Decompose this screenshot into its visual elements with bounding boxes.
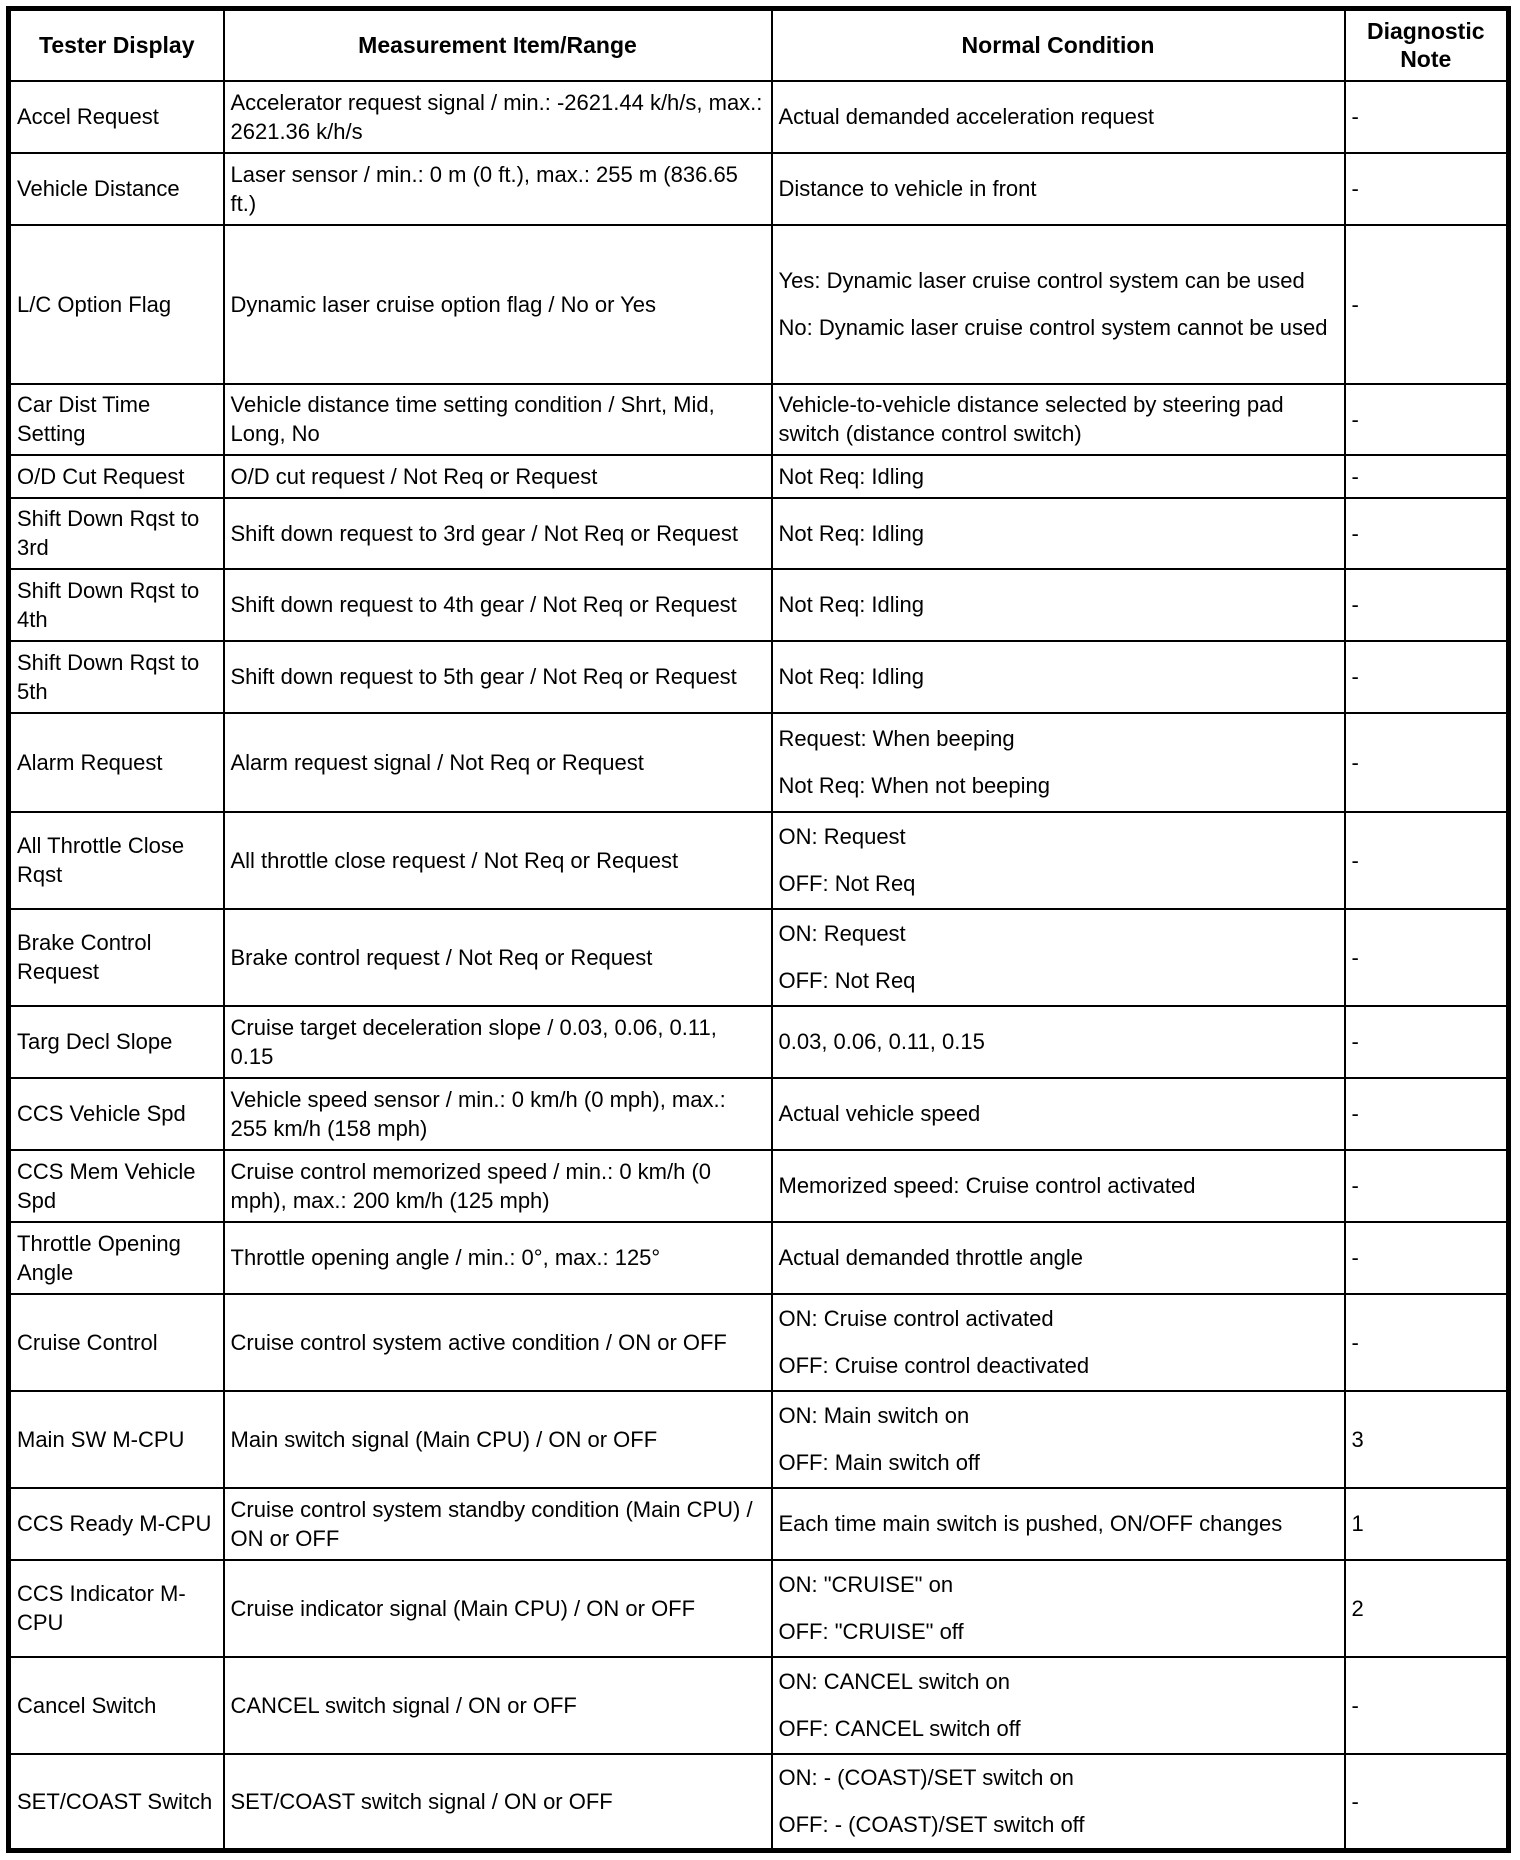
measurement-item-cell: Shift down request to 3rd gear / Not Req or Request	[224, 498, 772, 569]
normal-condition-cell	[772, 812, 1345, 909]
normal-condition-cell	[772, 1391, 1345, 1488]
normal-condition-text: OFF: Cruise control deactivated	[778, 1353, 1090, 1378]
measurement-item-cell: Cruise target deceleration slope / 0.03, 0.06, 0.11, 0.15	[224, 1006, 772, 1078]
normal-condition-text: OFF: Not Req	[778, 968, 916, 993]
normal-condition-cell	[772, 498, 1345, 569]
normal-condition-text: OFF: "CRUISE" off	[778, 1619, 964, 1644]
table-row	[9, 225, 1509, 384]
diagnostic-note-cell: -	[1345, 455, 1509, 498]
table-row	[9, 81, 1509, 153]
normal-condition-text: ON: Cruise control activated	[778, 1306, 1054, 1331]
normal-condition-cell	[772, 909, 1345, 1006]
normal-condition-cell	[772, 1488, 1345, 1560]
normal-condition-cell	[772, 641, 1345, 713]
measurement-item-cell: CANCEL switch signal / ON or OFF	[224, 1657, 772, 1754]
tester-display-cell: Alarm Request	[9, 713, 224, 812]
data-list-table	[6, 6, 1511, 1853]
table-row	[9, 1391, 1509, 1488]
normal-condition-cell	[772, 81, 1345, 153]
normal-condition-text: Not Req: Idling	[778, 463, 925, 489]
measurement-item-cell: SET/COAST switch signal / ON or OFF	[224, 1754, 772, 1851]
diagnostic-note-cell: 1	[1345, 1488, 1509, 1560]
diagnostic-note-cell: -	[1345, 641, 1509, 713]
normal-condition-text: OFF: - (COAST)/SET switch off	[778, 1812, 1085, 1838]
normal-condition-text: 0.03, 0.06, 0.11, 0.15	[778, 1029, 985, 1054]
tester-display-cell: Car Dist Time Setting	[9, 384, 224, 455]
table-body	[9, 81, 1509, 1851]
normal-condition-cell	[772, 1078, 1345, 1150]
measurement-item-cell: Vehicle speed sensor / min.: 0 km/h (0 mph), max.: 255 km/h (158 mph)	[224, 1078, 772, 1150]
normal-condition-text: Actual demanded throttle angle	[778, 1245, 1084, 1270]
table-row	[9, 812, 1509, 909]
tester-display-cell: Brake Control Request	[9, 909, 224, 1006]
tester-display-cell: Vehicle Distance	[9, 153, 224, 225]
measurement-item-cell: Laser sensor / min.: 0 m (0 ft.), max.: 255 m (836.65 ft.)	[224, 153, 772, 225]
tester-display-cell: CCS Indicator M-CPU	[9, 1560, 224, 1657]
tester-display-cell: SET/COAST Switch	[9, 1754, 224, 1851]
measurement-item-cell: All throttle close request / Not Req or Request	[224, 812, 772, 909]
normal-condition-text: ON: CANCEL switch on	[778, 1669, 1010, 1694]
normal-condition-text: Actual vehicle speed	[778, 1101, 981, 1126]
normal-condition-text: OFF: Main switch off	[778, 1450, 980, 1475]
header-diagnostic-note: Diagnostic Note	[1345, 9, 1509, 81]
normal-condition-cell	[772, 225, 1345, 384]
tester-display-cell: O/D Cut Request	[9, 455, 224, 498]
tester-display-cell: CCS Vehicle Spd	[9, 1078, 224, 1150]
normal-condition-text: OFF: Not Req	[778, 871, 916, 896]
normal-condition-text: Yes: Dynamic laser cruise control system can be used	[778, 268, 1305, 293]
measurement-item-cell: Main switch signal (Main CPU) / ON or OFF	[224, 1391, 772, 1488]
diagnostic-note-cell: -	[1345, 713, 1509, 812]
table-row	[9, 1657, 1509, 1754]
tester-display-cell: Cancel Switch	[9, 1657, 224, 1754]
table-row	[9, 569, 1509, 641]
tester-display-cell: Throttle Opening Angle	[9, 1222, 224, 1294]
measurement-item-cell: Brake control request / Not Req or Request	[224, 909, 772, 1006]
tester-display-cell: Cruise Control	[9, 1294, 224, 1391]
table-row	[9, 1294, 1509, 1391]
normal-condition-text: OFF: CANCEL switch off	[778, 1716, 1021, 1741]
diagnostic-note-cell: -	[1345, 1222, 1509, 1294]
table-row	[9, 1150, 1509, 1222]
normal-condition-text: Memorized speed: Cruise control activated	[778, 1173, 1196, 1198]
normal-condition-text: ON: Request	[778, 921, 906, 946]
table-row	[9, 153, 1509, 225]
normal-condition-text: Each time main switch is pushed, ON/OFF changes	[778, 1511, 1283, 1536]
header-measurement-item: Measurement Item/Range	[224, 9, 772, 81]
tester-display-cell: Shift Down Rqst to 5th	[9, 641, 224, 713]
measurement-item-cell: O/D cut request / Not Req or Request	[224, 455, 772, 498]
diagnostic-note-cell: -	[1345, 1006, 1509, 1078]
table-row	[9, 455, 1509, 498]
measurement-item-cell: Shift down request to 4th gear / Not Req or Request	[224, 569, 772, 641]
diagnostic-note-cell: -	[1345, 909, 1509, 1006]
diagnostic-note-cell: -	[1345, 225, 1509, 384]
diagnostic-note-cell: -	[1345, 1078, 1509, 1150]
measurement-item-cell: Cruise control memorized speed / min.: 0 km/h (0 mph), max.: 200 km/h (125 mph)	[224, 1150, 772, 1222]
table-row	[9, 713, 1509, 812]
measurement-item-cell: Cruise control system active condition / ON or OFF	[224, 1294, 772, 1391]
table-row	[9, 1560, 1509, 1657]
normal-condition-cell	[772, 713, 1345, 812]
measurement-item-cell: Vehicle distance time setting condition / Shrt, Mid, Long, No	[224, 384, 772, 455]
normal-condition-text: Not Req: Idling	[778, 520, 925, 546]
normal-condition-cell	[772, 455, 1345, 498]
diagnostic-note-cell: -	[1345, 153, 1509, 225]
diagnostic-note-cell: 2	[1345, 1560, 1509, 1657]
normal-condition-cell	[772, 1657, 1345, 1754]
measurement-item-cell: Cruise control system standby condition (Main CPU) / ON or OFF	[224, 1488, 772, 1560]
measurement-item-cell: Shift down request to 5th gear / Not Req or Request	[224, 641, 772, 713]
normal-condition-text: Not Req: Idling	[778, 592, 925, 617]
diagnostic-note-cell: -	[1345, 81, 1509, 153]
diagnostic-note-cell: -	[1345, 384, 1509, 455]
normal-condition-text: Not Req: When not beeping	[778, 773, 1051, 798]
normal-condition-text: ON: - (COAST)/SET switch on	[778, 1765, 1074, 1791]
header-tester-display: Tester Display	[9, 9, 224, 81]
diagnostic-note-cell: -	[1345, 498, 1509, 569]
table-row	[9, 384, 1509, 455]
diagnostic-note-cell: -	[1345, 1657, 1509, 1754]
diagnostic-note-cell: 3	[1345, 1391, 1509, 1488]
normal-condition-cell	[772, 1294, 1345, 1391]
measurement-item-cell: Dynamic laser cruise option flag / No or Yes	[224, 225, 772, 384]
diagnostic-note-cell: -	[1345, 1754, 1509, 1851]
normal-condition-text: ON: Main switch on	[778, 1403, 970, 1428]
table-row	[9, 909, 1509, 1006]
normal-condition-cell	[772, 1560, 1345, 1657]
tester-display-cell: Main SW M-CPU	[9, 1391, 224, 1488]
normal-condition-text: Request: When beeping	[778, 726, 1015, 751]
table-row	[9, 1078, 1509, 1150]
header-row	[9, 9, 1509, 81]
normal-condition-cell	[772, 384, 1345, 455]
header-normal-condition: Normal Condition	[772, 9, 1345, 81]
normal-condition-text: Vehicle-to-vehicle distance selected by steering pad switch (distance control switch)	[778, 392, 1284, 446]
tester-display-cell: Targ Decl Slope	[9, 1006, 224, 1078]
normal-condition-text: Not Req: Idling	[778, 664, 925, 689]
table-row	[9, 1222, 1509, 1294]
normal-condition-text: ON: "CRUISE" on	[778, 1572, 954, 1597]
tester-display-cell: Shift Down Rqst to 4th	[9, 569, 224, 641]
table-row	[9, 1754, 1509, 1851]
normal-condition-text: No: Dynamic laser cruise control system cannot be used	[778, 315, 1328, 340]
diagnostic-note-cell: -	[1345, 1294, 1509, 1391]
table-row	[9, 1488, 1509, 1560]
tester-display-cell: L/C Option Flag	[9, 225, 224, 384]
measurement-item-cell: Alarm request signal / Not Req or Request	[224, 713, 772, 812]
tester-display-cell: CCS Mem Vehicle Spd	[9, 1150, 224, 1222]
normal-condition-cell	[772, 153, 1345, 225]
normal-condition-cell	[772, 569, 1345, 641]
normal-condition-text: ON: Request	[778, 824, 906, 849]
tester-display-cell: Shift Down Rqst to 3rd	[9, 498, 224, 569]
table-row	[9, 498, 1509, 569]
measurement-item-cell: Throttle opening angle / min.: 0°, max.: 125°	[224, 1222, 772, 1294]
tester-display-cell: Accel Request	[9, 81, 224, 153]
diagnostic-note-cell: -	[1345, 569, 1509, 641]
normal-condition-cell	[772, 1006, 1345, 1078]
diagnostic-note-cell: -	[1345, 812, 1509, 909]
diagnostic-note-cell: -	[1345, 1150, 1509, 1222]
measurement-item-cell: Accelerator request signal / min.: -2621.44 k/h/s, max.: 2621.36 k/h/s	[224, 81, 772, 153]
table-row	[9, 1006, 1509, 1078]
tester-display-cell: All Throttle Close Rqst	[9, 812, 224, 909]
table-row	[9, 641, 1509, 713]
measurement-item-cell: Cruise indicator signal (Main CPU) / ON or OFF	[224, 1560, 772, 1657]
normal-condition-text: Distance to vehicle in front	[778, 176, 1037, 201]
normal-condition-text: Actual demanded acceleration request	[778, 104, 1154, 129]
normal-condition-cell	[772, 1222, 1345, 1294]
normal-condition-cell	[772, 1150, 1345, 1222]
normal-condition-cell	[772, 1754, 1345, 1851]
tester-display-cell: CCS Ready M-CPU	[9, 1488, 224, 1560]
